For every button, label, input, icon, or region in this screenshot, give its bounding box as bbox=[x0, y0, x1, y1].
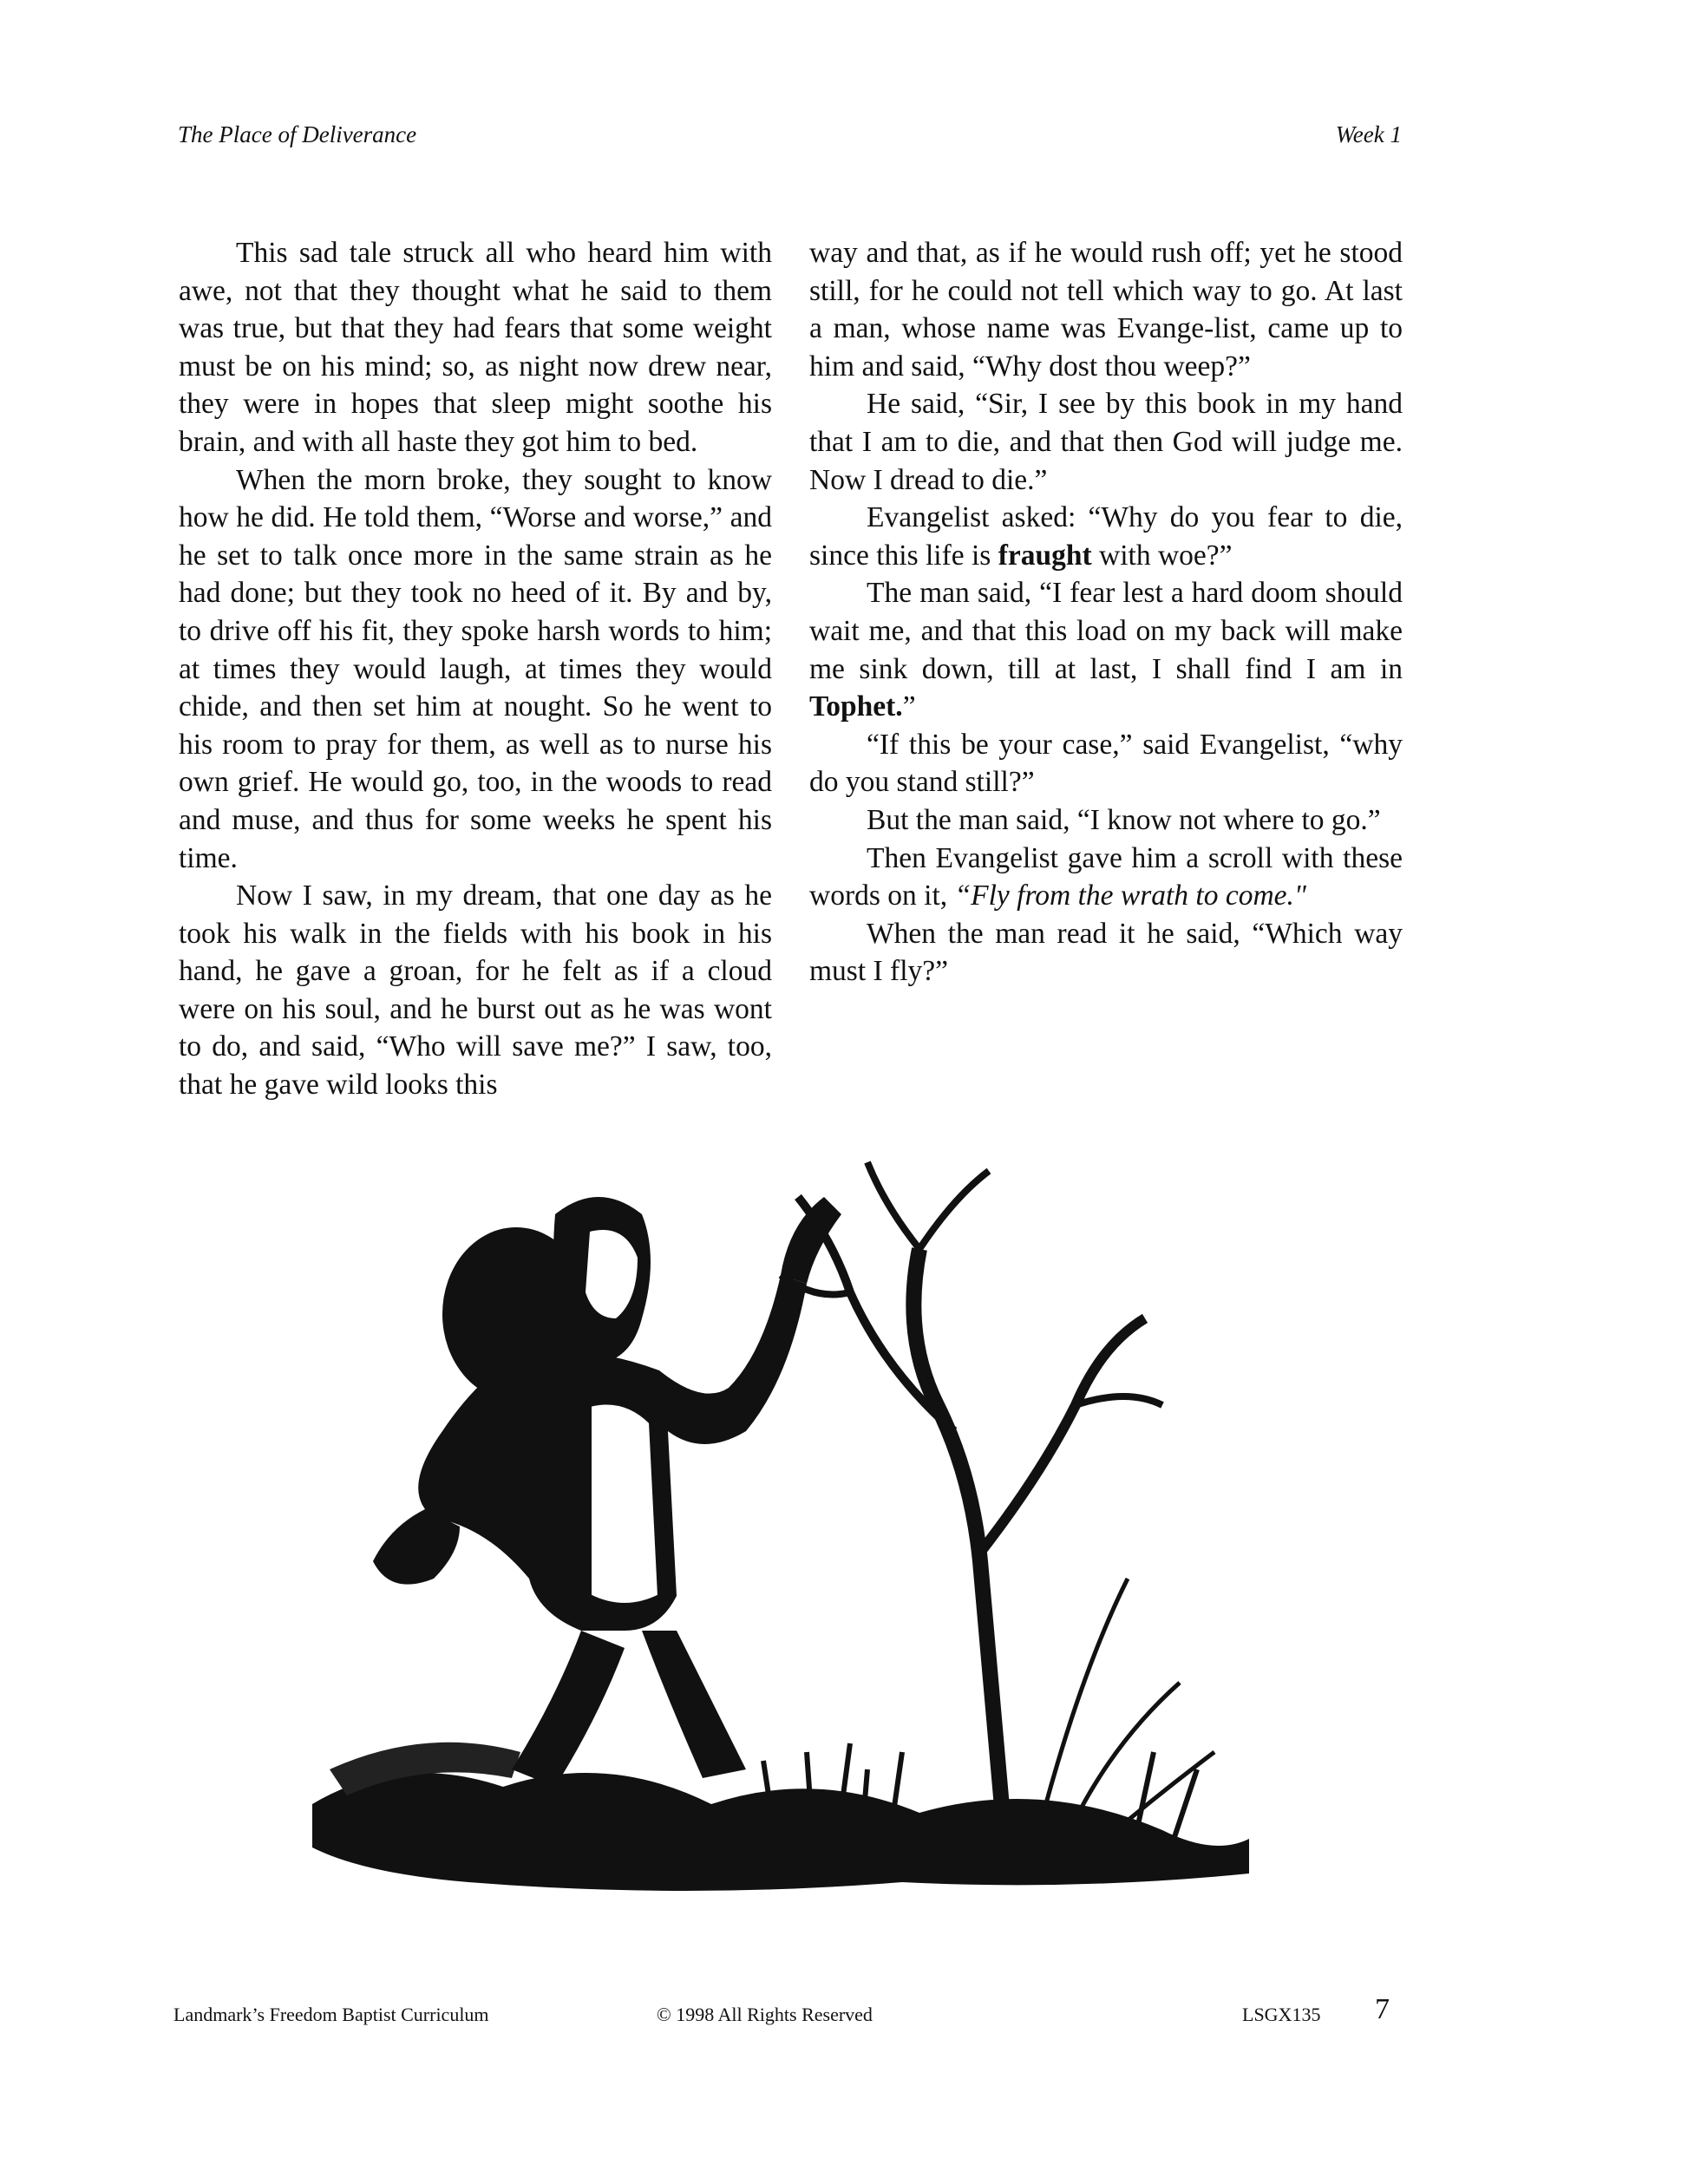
italic-quote: “Fly from the wrath to come." bbox=[954, 879, 1306, 912]
paragraph: When the man read it he said, “Which way must I fly?” bbox=[809, 917, 1403, 988]
right-column bbox=[809, 234, 1403, 991]
text-run: Evangelist asked: “Why do you fear to die, since this life is bbox=[809, 501, 1403, 572]
paragraph bbox=[809, 499, 1403, 574]
copyright: © 1998 All Rights Reserved bbox=[657, 2004, 873, 2025]
paragraph: way and that, as if he would rush off; yet he stood still, for he could not tell which way to go. At last a man, whose name was Evange-list, came up to him and said, “Why dost thou weep?” bbox=[809, 237, 1403, 383]
paragraph: Now I saw, in my dream, that one day as he took his walk in the fields with his book in his hand, he gave a groan, for he felt as if a cloud were on his soul, and he burst out as he was wont to do, and said, “Who will save me?” I saw, too, that he gave wild looks this bbox=[179, 879, 772, 1102]
lesson-code: LSGX135 bbox=[1242, 2004, 1321, 2025]
paragraph: This sad tale struck all who heard him with awe, not that they thought what he said to them was true, but that they had fears that some weight must be on his mind; so, as night now drew near, they were in hopes that sleep might soothe his brain, and with all haste they got him to bed. bbox=[179, 237, 772, 458]
bold-word: fraught bbox=[998, 539, 1092, 572]
paragraph: But the man said, “I know not where to go.” bbox=[867, 803, 1381, 836]
curriculum-name: Landmark’s Freedom Baptist Curriculum bbox=[173, 2004, 489, 2025]
text-run: Then Evangelist gave him a scroll with these words on it, bbox=[809, 841, 1403, 912]
paragraph: When the morn broke, they sought to know how he did. He told them, “Worse and worse,” and he set to talk once more in the same strain as he had done; but they took no heed of it. By and by, to drive off his fit, they spoke harsh words to him; at times they would laugh, at times they would chide, and then set him at nought. So he went to his room to pray for them, as well as to nurse his own grief. He would go, too, in the woods to read and muse, and thus for some weeks he spent his time. bbox=[179, 463, 772, 874]
paragraph bbox=[809, 840, 1403, 915]
bold-word: Tophet. bbox=[809, 690, 903, 723]
text-run: with woe?” bbox=[1091, 539, 1233, 572]
left-column bbox=[179, 234, 772, 1104]
paragraph: “If this be your case,” said Evangelist, “why do you stand still?” bbox=[809, 728, 1403, 799]
paragraph bbox=[809, 574, 1403, 725]
text-run: ” bbox=[902, 690, 916, 723]
pilgrim-illustration bbox=[295, 1145, 1266, 1908]
week-label: Week 1 bbox=[1335, 121, 1402, 147]
running-title: The Place of Deliverance bbox=[178, 121, 417, 147]
page-number: 7 bbox=[1375, 1993, 1390, 2025]
text-run: The man said, “I fear lest a hard doom should wait me, and that this load on my back will make me sink down, till at last, I shall find I am in bbox=[809, 577, 1403, 685]
paragraph: He said, “Sir, I see by this book in my hand that I am to die, and that then God will judge me. Now I dread to die.” bbox=[809, 388, 1403, 496]
